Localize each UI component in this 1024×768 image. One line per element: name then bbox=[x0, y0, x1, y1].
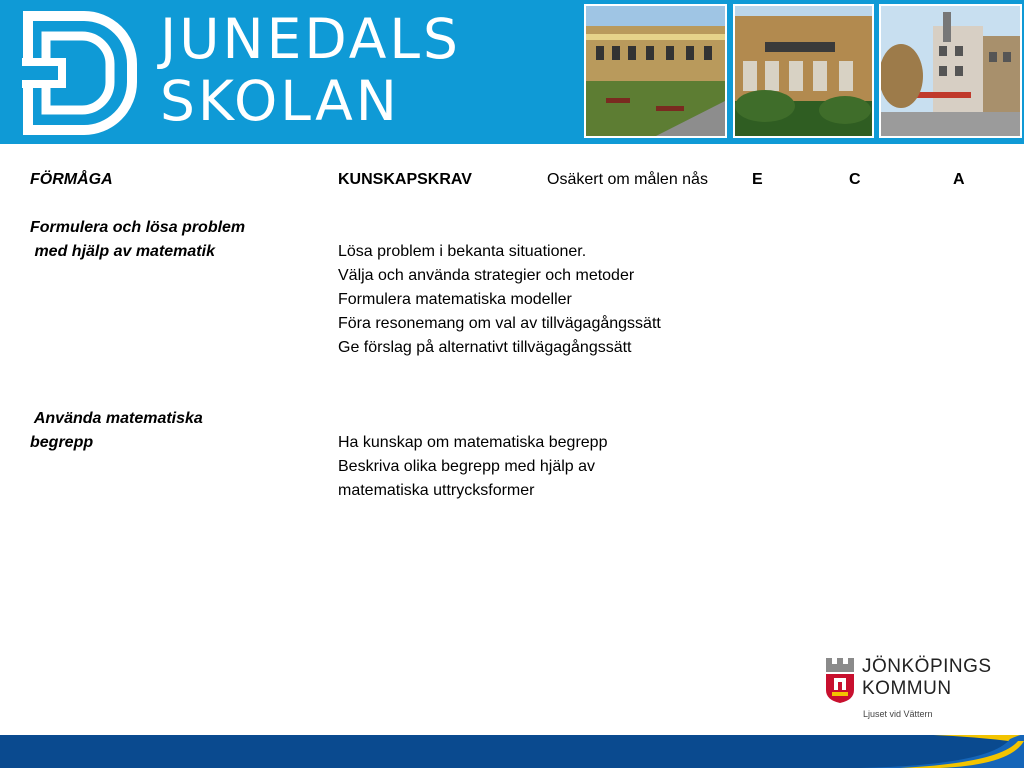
formaga-2-line2: begrepp bbox=[30, 434, 94, 451]
formaga-2-line1: Använda matematiska bbox=[30, 410, 203, 427]
krav-2-3: matematiska uttrycksformer bbox=[338, 482, 535, 499]
school-building-photo-3 bbox=[879, 4, 1022, 138]
krav-1-3: Formulera matematiska modeller bbox=[338, 291, 572, 308]
footer-bar bbox=[0, 735, 1024, 768]
krav-1-4: Föra resonemang om val av tillvägagångssätt bbox=[338, 315, 661, 332]
school-name-line1: JUNEDALS bbox=[160, 7, 461, 71]
krav-1-5: Ge förslag på alternativt tillvägagångssätt bbox=[338, 339, 632, 356]
krav-1-2: Välja och använda strategier och metoder bbox=[338, 267, 635, 284]
junedals-logo-icon bbox=[22, 10, 138, 136]
school-name bbox=[160, 8, 461, 132]
kommun-name bbox=[862, 656, 992, 700]
krav-2-1: Ha kunskap om matematiska begrepp bbox=[338, 434, 608, 451]
jonkopings-crest-icon bbox=[824, 656, 856, 704]
column-header-formaga: FÖRMÅGA bbox=[30, 171, 113, 188]
krav-2-2: Beskriva olika begrepp med hjälp av bbox=[338, 458, 596, 475]
column-header-c: C bbox=[849, 171, 861, 188]
header-banner bbox=[0, 0, 1024, 144]
formaga-1-line1: Formulera och lösa problem bbox=[30, 219, 246, 236]
school-name-line2: SKOLAN bbox=[160, 69, 400, 133]
kommun-name-line1: JÖNKÖPINGS bbox=[862, 656, 992, 677]
school-building-photo-1 bbox=[584, 4, 727, 138]
krav-1-1: Lösa problem i bekanta situationer. bbox=[338, 243, 587, 260]
formaga-1-line2: med hjälp av matematik bbox=[30, 243, 215, 260]
kommun-tagline: Ljuset vid Vättern bbox=[863, 709, 933, 719]
column-header-e: E bbox=[752, 171, 763, 188]
column-header-osakert: Osäkert om målen nås bbox=[547, 171, 708, 188]
school-building-photo-2 bbox=[733, 4, 874, 138]
column-header-a: A bbox=[953, 171, 965, 188]
column-header-kunskapskrav: KUNSKAPSKRAV bbox=[338, 171, 472, 188]
kommun-name-line2: KOMMUN bbox=[862, 678, 952, 699]
